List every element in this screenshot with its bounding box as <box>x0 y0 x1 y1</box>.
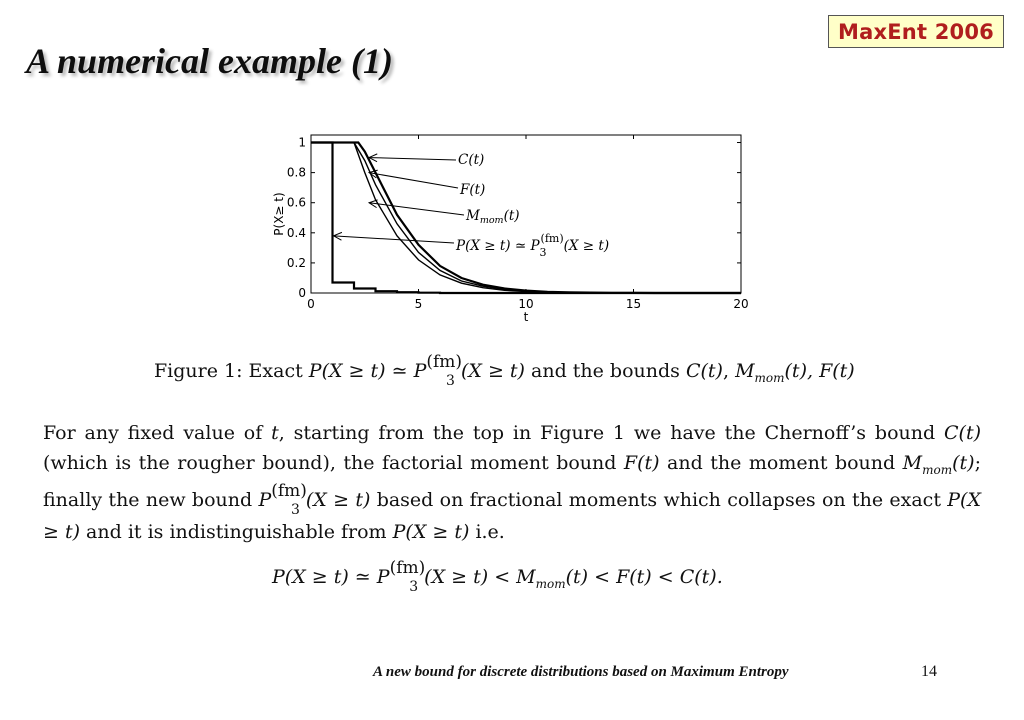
y-tick-label: 0.2 <box>286 255 306 270</box>
chart <box>260 125 760 335</box>
x-tick-label: 0 <box>307 297 315 311</box>
y-axis-label: P(X≥ t) <box>272 192 286 236</box>
annotation-f: F(t) <box>460 182 486 198</box>
conference-badge: MaxEnt 2006 <box>828 15 1004 48</box>
annotation-m: Mmom(t) <box>466 208 520 226</box>
plot-frame <box>311 135 741 293</box>
x-tick-label: 5 <box>414 297 423 311</box>
annotation-p: P(X ≥ t) ≃ $P_3(fm)_{(X \ge t)}$ <box>456 232 610 259</box>
x-axis-label: t <box>523 310 529 324</box>
page-number: 14 <box>921 663 937 680</box>
y-tick-label: 0.8 <box>286 165 306 180</box>
x-tick-label: 15 <box>625 297 642 311</box>
y-tick-label: 1 <box>298 135 306 150</box>
body-paragraph: For any fixed value of t, starting from the top in Figure 1 we have the Chernoff’s bound C(t) (which is the rougher bound), the factorial moment bound F(t) and the moment bound $M_{mom}(t)$; finally the new bound $P(fm)_3$ (X ≥ t) based on fractional moments which collapses on the exact P(X ≥ t) and it is indistinguishable from P(X ≥ t) i.e. <box>43 422 981 543</box>
y-tick-label: 0.4 <box>286 225 306 240</box>
x-tick-label: 10 <box>518 297 534 311</box>
slide-title: A numerical example (1) <box>26 41 393 81</box>
y-tick-label: 0.6 <box>286 195 306 210</box>
annotation-c: C(t) <box>458 152 485 168</box>
x-tick-label: 20 <box>733 297 749 311</box>
footer-title: A new bound for discrete distributions based on Maximum Entropy <box>373 664 789 680</box>
figure-caption: Figure 1: Exact P(X ≥ t) ≃ $P(fm)_3$ (X ≥ t) and the bounds C(t), $M_{mom}(t)$, F(t) <box>154 352 855 389</box>
y-tick-label: 0 <box>298 286 306 300</box>
main-inequality: P(X ≥ t) ≃ $P(fm)_3$ $(X \ge t) < M_{mom}(t) < F(t) < C(t)$. <box>272 558 723 595</box>
